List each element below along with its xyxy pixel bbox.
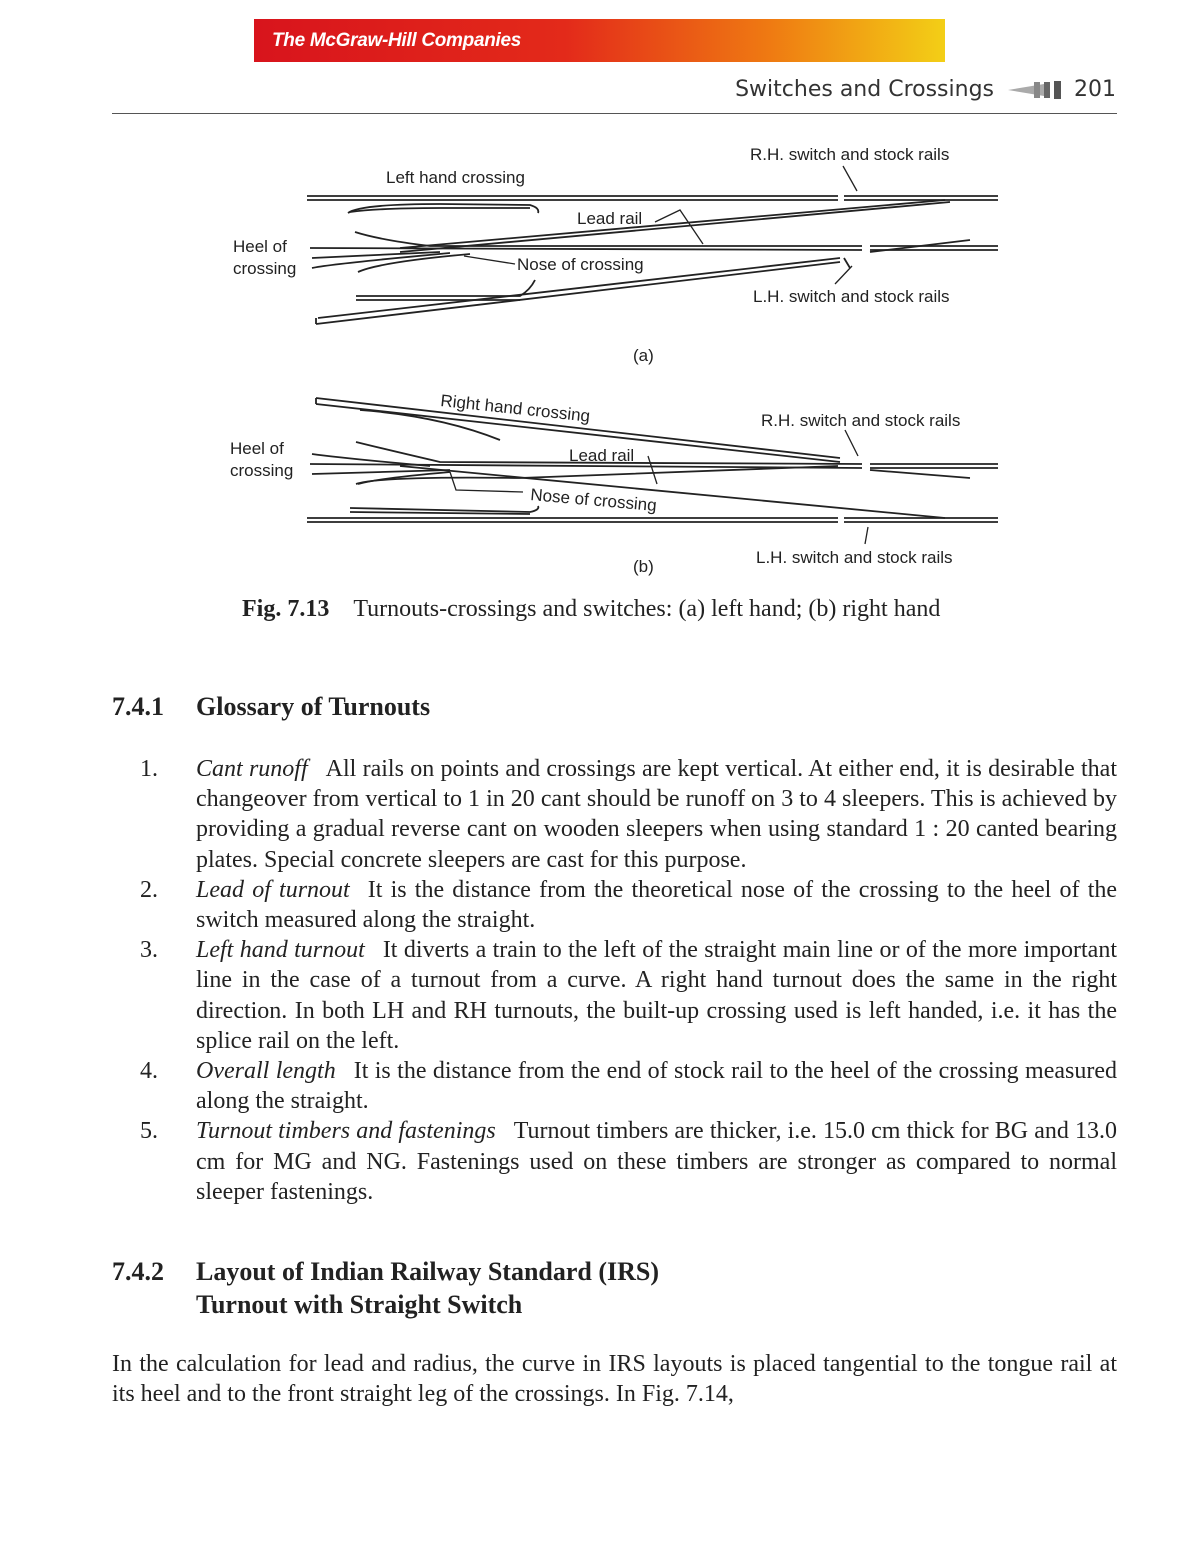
label-a-lh-switch: L.H. switch and stock rails bbox=[753, 287, 950, 306]
item-number: 5. bbox=[140, 1118, 158, 1145]
section-number: 7.4.2 bbox=[112, 1257, 164, 1286]
item-term: Lead of turnout bbox=[196, 876, 350, 903]
list-item bbox=[112, 754, 1117, 875]
page-number: 201 bbox=[1074, 77, 1116, 102]
item-text: All rails on points and crossings are kept vertical. At either end, it is desirable that changeover from vertical to 1 in 20 cant should be runoff on 3 to 4 sleepers. This is achieved by providing a gradual reverse cant on wooden sleepers when using standard 1 : 20 canted bearing plates. Special concrete sleepers are cast for this purpose. bbox=[196, 756, 1117, 873]
publisher-banner bbox=[254, 19, 945, 62]
label-a-heel-of: Heel of bbox=[233, 237, 287, 256]
label-a-nose-of-crossing: Nose of crossing bbox=[517, 255, 644, 274]
section-heading-layout bbox=[112, 1255, 659, 1321]
panel-b-leaders bbox=[450, 430, 868, 544]
list-item bbox=[112, 1116, 1117, 1207]
label-panel-b: (b) bbox=[633, 557, 654, 576]
section-title: Glossary of Turnouts bbox=[196, 692, 431, 721]
page-marker-icon bbox=[1004, 79, 1064, 101]
label-a-rh-switch: R.H. switch and stock rails bbox=[750, 145, 950, 164]
glossary-list bbox=[112, 754, 1117, 1207]
caption-label: Fig. 7.13 bbox=[242, 596, 330, 622]
label-a-crossing: crossing bbox=[233, 259, 297, 278]
item-text: It diverts a train to the left of the straight main line or of the more important line in the case of a turnout from a curve. A right hand turnout does the same in the right direction. In both LH and RH turnouts, the built-up crossing used is left handed, i.e. it has the splice rail on the left. bbox=[196, 937, 1117, 1054]
label-left-hand-crossing: Left hand crossing bbox=[386, 168, 525, 187]
item-number: 2. bbox=[140, 876, 158, 903]
item-text: It is the distance from the theoretical nose of the crossing to the heel of the switch measured along the straight. bbox=[196, 876, 1118, 934]
item-text: It is the distance from the end of stock rail to the heel of the crossing measured along the straight. bbox=[196, 1058, 1117, 1115]
label-right-hand-crossing: Right hand crossing bbox=[439, 391, 592, 426]
label-b-rh-switch: R.H. switch and stock rails bbox=[761, 411, 961, 430]
item-text: Turnout timbers are thicker, i.e. 15.0 cm thick for BG and 13.0 cm for MG and NG. Fastenings used on these timbers are stronger as compared to normal sleeper fastenings. bbox=[196, 1118, 1117, 1205]
list-item bbox=[112, 875, 1117, 935]
publisher-logo: The McGraw-Hill Companies bbox=[272, 30, 522, 51]
section-title-line2: Turnout with Straight Switch bbox=[196, 1290, 523, 1319]
caption-text: Turnouts-crossings and switches: (a) left hand; (b) right hand bbox=[353, 596, 941, 622]
body-paragraph: In the calculation for lead and radius, the curve in IRS layouts is placed tangential to the tongue rail at its heel and to the front straight leg of the crossings. In Fig. 7.14, bbox=[112, 1351, 1117, 1408]
section-number: 7.4.1 bbox=[112, 692, 164, 721]
list-item bbox=[112, 935, 1117, 1056]
label-b-heel-of: Heel of bbox=[230, 439, 284, 458]
label-panel-a: (a) bbox=[633, 346, 654, 365]
label-b-lh-switch: L.H. switch and stock rails bbox=[756, 548, 953, 567]
label-b-nose-of-crossing: Nose of crossing bbox=[529, 485, 658, 516]
item-number: 4. bbox=[140, 1058, 158, 1085]
item-number: 3. bbox=[140, 937, 158, 964]
section-title-line1: Layout of Indian Railway Standard (IRS) bbox=[196, 1257, 660, 1286]
header-rule bbox=[112, 113, 1117, 114]
turnout-figure bbox=[0, 120, 1200, 600]
item-term: Turnout timbers and fastenings bbox=[196, 1118, 496, 1145]
label-b-lead-rail: Lead rail bbox=[569, 446, 635, 465]
figure-caption bbox=[242, 596, 940, 623]
list-item bbox=[112, 1056, 1117, 1116]
label-b-crossing: crossing bbox=[230, 461, 294, 480]
running-head bbox=[735, 77, 1116, 102]
running-title: Switches and Crossings bbox=[735, 77, 994, 102]
item-number: 1. bbox=[140, 756, 158, 782]
item-term: Overall length bbox=[196, 1058, 336, 1085]
item-term: Left hand turnout bbox=[196, 937, 365, 964]
label-a-lead-rail: Lead rail bbox=[577, 209, 643, 228]
item-term: Cant runoff bbox=[196, 756, 308, 782]
section-heading-glossary bbox=[112, 692, 430, 722]
